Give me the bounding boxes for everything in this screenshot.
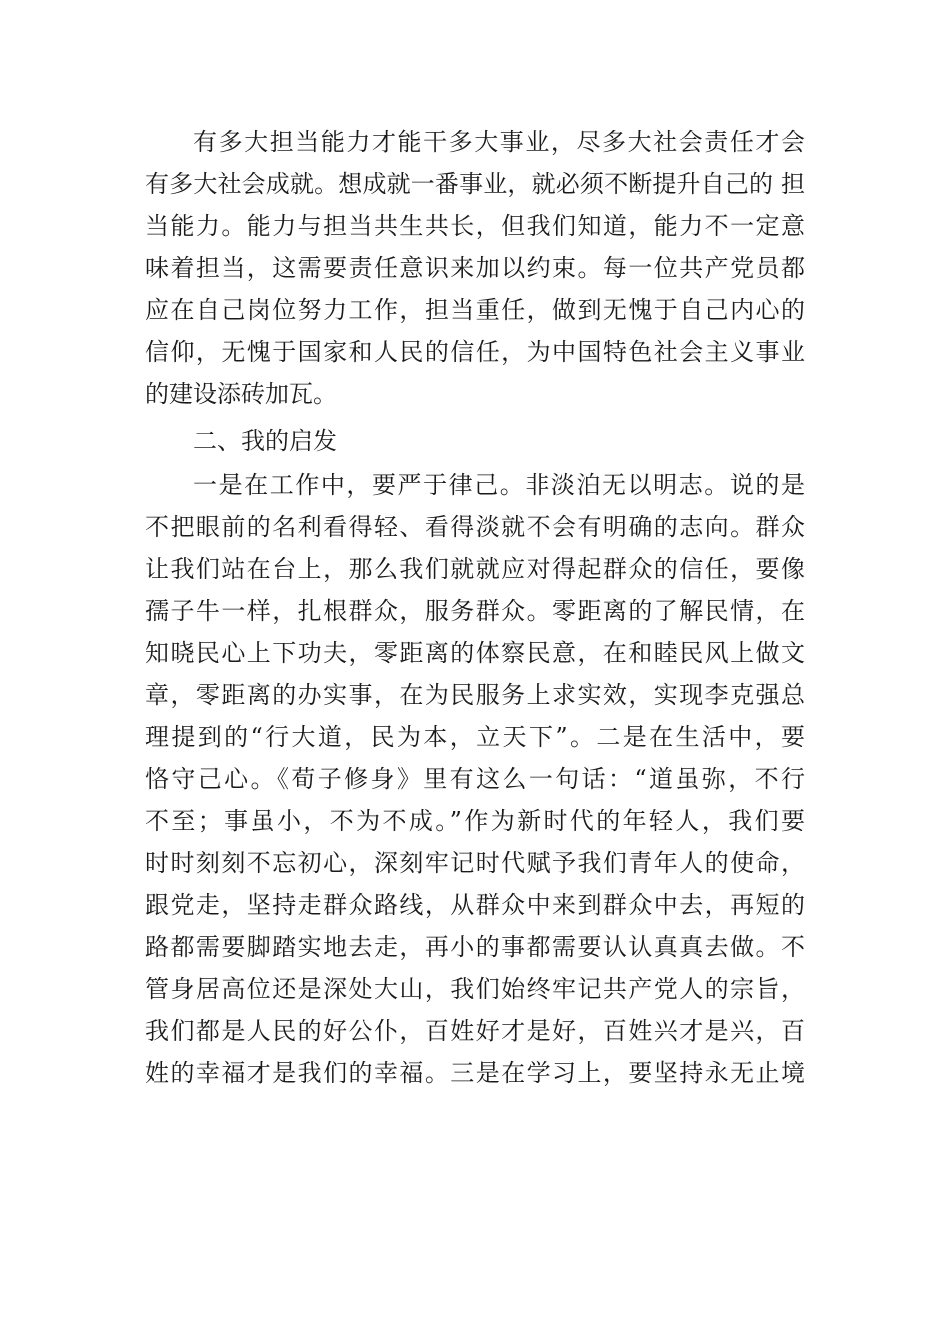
paragraph-2-line: 理提到的“行大道，民为本，立天下”。二是在生活中，要 <box>145 723 805 751</box>
paragraph-2-line: 不至；事虽小，不为不成。”作为新时代的年轻人，我们要 <box>145 807 805 835</box>
paragraph-1-line: 应在自己岗位努力工作，担当重任，做到无愧于自己内心的 <box>145 296 805 324</box>
paragraph-1 <box>145 121 805 415</box>
paragraph-1-line: 有多大社会成就。想成就一番事业，就必须不断提升自己的 担 <box>145 170 805 198</box>
paragraph-2-line: 让我们站在台上，那么我们就就应对得起群众的信任，要像 <box>145 555 805 583</box>
paragraph-2-line: 跟党走，坚持走群众路线，从群众中来到群众中去，再短的 <box>145 891 805 919</box>
paragraph-2-line: 路都需要脚踏实地去走，再小的事都需要认认真真去做。不 <box>145 933 805 961</box>
paragraph-1-line: 信仰，无愧于国家和人民的信任，为中国特色社会主义事业 <box>145 338 805 366</box>
paragraph-2-line: 恪守己心。《荀子修身》里有这么一句话：“道虽弥，不行 <box>145 765 805 793</box>
paragraph-2-line: 管身居高位还是深处大山，我们始终牢记共产党人的宗旨， <box>145 975 805 1003</box>
paragraph-2-line: 章，零距离的办实事，在为民服务上求实效，实现李克强总 <box>145 681 805 709</box>
paragraph-2-line: 我们都是人民的好公仆，百姓好才是好，百姓兴才是兴，百 <box>145 1017 805 1045</box>
paragraph-1-line: 有多大担当能力才能干多大事业，尽多大社会责任才会 <box>193 128 805 156</box>
paragraph-2-line: 时时刻刻不忘初心，深刻牢记时代赋予我们青年人的使命， <box>145 849 805 877</box>
paragraph-2 <box>145 464 805 1094</box>
paragraph-2-line: 知晓民心上下功夫，零距离的体察民意，在和睦民风上做文 <box>145 639 805 667</box>
paragraph-1-line: 味着担当，这需要责任意识来加以约束。每一位共产党员都 <box>145 254 805 282</box>
paragraph-2-line: 姓的幸福才是我们的幸福。三是在学习上，要坚持永无止境 <box>145 1059 805 1087</box>
paragraph-2-line: 不把眼前的名利看得轻、看得淡就不会有明确的志向。群众 <box>145 513 805 541</box>
paragraph-1-line: 当能力。能力与担当共生共长，但我们知道，能力不一定意 <box>145 212 805 240</box>
paragraph-1-line: 的建设添砖加瓦。 <box>145 380 337 408</box>
section-heading: 二、我的启发 <box>193 427 337 455</box>
paragraph-2-line: 孺子牛一样，扎根群众，服务群众。零距离的了解民情，在 <box>145 597 805 625</box>
paragraph-2-line: 一是在工作中，要严于律己。非淡泊无以明志。说的是 <box>193 471 805 499</box>
